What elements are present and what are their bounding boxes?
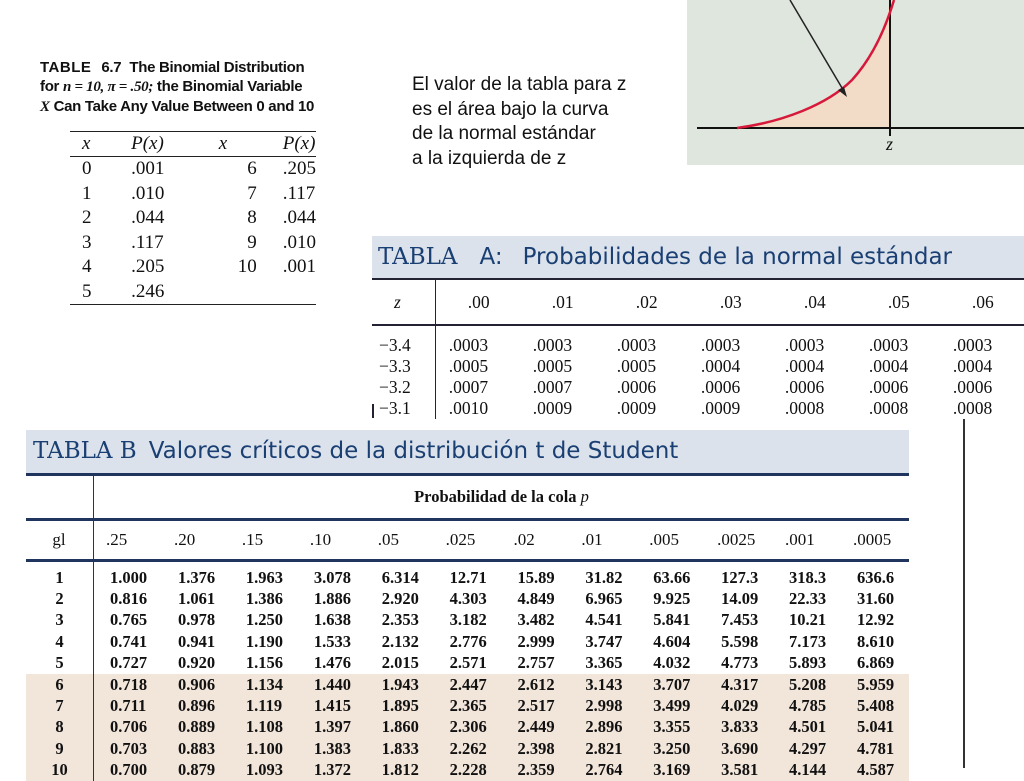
tabla-b-value-cell: 0.879 <box>162 760 230 781</box>
tabla-a-col-header: .02 <box>604 279 688 325</box>
probability-symbol: p <box>580 487 589 506</box>
tabla-b-title <box>26 430 909 476</box>
caption-title: The Binomial Distribution <box>129 59 305 76</box>
tabla-b-row <box>26 561 909 589</box>
tabla-b-gl-cell: 4 <box>26 631 94 652</box>
tabla-b-value-cell: 6.869 <box>856 653 895 673</box>
binomial-cell: .001 <box>131 158 165 180</box>
tabla-b-value-cell: 5.041 <box>841 717 909 738</box>
tabla-b-value-cell: 2.353 <box>381 610 419 630</box>
binomial-cell: .246 <box>119 280 207 305</box>
tabla-b-value-cell: 5.841 <box>653 610 691 630</box>
tabla-b-value-cell: 1.397 <box>298 717 366 738</box>
binomial-header-row <box>70 132 316 157</box>
tabla-a-row <box>372 377 1024 398</box>
tabla-a-value-cell: .0003 <box>952 335 993 355</box>
caption-number: 6.7 <box>101 59 122 76</box>
tabla-b-value-cell: 14.09 <box>721 589 759 609</box>
tabla-a-col-header: .01 <box>520 279 604 325</box>
caption-line2-eq: n = 10, π = .50; <box>62 79 154 95</box>
binomial-cell: 9 <box>247 231 257 253</box>
tabla-b-gl-cell: 8 <box>26 717 94 738</box>
tabla-a-col-header: .06 <box>940 279 1024 325</box>
tabla-b-value-cell: 2.365 <box>434 695 502 716</box>
tabla-b-col-header: .005 <box>637 520 705 561</box>
tabla-b-value-cell: 5.893 <box>789 653 827 673</box>
tabla-b-value-cell: 1.383 <box>298 738 366 759</box>
tabla-b-value-cell: 4.785 <box>773 695 841 716</box>
tabla-b-value-cell: 4.297 <box>773 738 841 759</box>
tabla-a-z-cell: −3.3 <box>372 356 435 377</box>
tabla-b-value-cell: 1.372 <box>298 760 366 781</box>
tabla-b <box>26 430 909 781</box>
binomial-row <box>70 255 316 280</box>
tabla-b-value-cell: 2.896 <box>569 717 637 738</box>
tabla-b-gl-cell: 1 <box>26 561 94 589</box>
tabla-b-value-cell: 2.132 <box>381 631 419 651</box>
probability-header-row <box>26 476 909 520</box>
tabla-b-value-cell: 3.078 <box>313 567 351 587</box>
tabla-a-value-cell: .0006 <box>784 377 825 397</box>
tabla-b-value-cell: 1.100 <box>230 738 298 759</box>
caption-line3-var: X <box>40 99 50 115</box>
binomial-row <box>70 182 316 207</box>
binomial-cell: 4 <box>82 256 92 278</box>
binomial-cell: 1 <box>82 182 92 204</box>
tabla-b-col-header: .01 <box>569 520 637 561</box>
tabla-a-value-cell: .0007 <box>448 377 489 397</box>
tabla-b-value-cell: 2.306 <box>434 717 502 738</box>
tabla-b-value-cell: 2.571 <box>449 653 487 673</box>
tabla-b-value-cell: 63.66 <box>653 567 691 587</box>
tabla-b-value-cell: 2.999 <box>517 631 555 651</box>
tabla-b-value-cell: 0.920 <box>178 653 216 673</box>
tabla-a-col-header: .05 <box>856 279 940 325</box>
tabla-b-value-cell: 4.032 <box>653 653 691 673</box>
tabla-b-value-cell: 636.6 <box>856 567 895 587</box>
tabla-b-value-cell: 9.925 <box>653 589 691 609</box>
note-line: El valor de la tabla para z <box>412 74 627 95</box>
tabla-b-value-cell: 1.440 <box>298 674 366 695</box>
tabla-a-value-cell: .0004 <box>868 356 909 376</box>
tabla-b-value-cell: 2.612 <box>501 674 569 695</box>
tabla-b-row <box>26 760 909 781</box>
tabla-b-gl-cell: 10 <box>26 760 94 781</box>
tabla-b-value-cell: 3.250 <box>637 738 705 759</box>
tabla-a-value-cell: .0004 <box>784 356 825 376</box>
tabla-b-value-cell: 31.60 <box>856 589 895 609</box>
tabla-b-value-cell: 0.741 <box>110 631 148 651</box>
tabla-b-value-cell: 1.943 <box>366 674 434 695</box>
tabla-a-value-cell: .0006 <box>616 377 657 397</box>
tabla-b-gl-cell: 3 <box>26 610 94 631</box>
tabla-b-value-cell: 1.886 <box>313 589 351 609</box>
header-px: P(x) <box>271 132 316 157</box>
binomial-cell: .010 <box>282 231 316 253</box>
tabla-b-value-cell: 1.386 <box>245 589 284 609</box>
tabla-a-value-cell: .0005 <box>448 356 489 376</box>
tabla-b-value-cell: 0.896 <box>162 695 230 716</box>
tabla-a-value-cell: .0005 <box>532 356 573 376</box>
tabla-b-value-cell: 3.747 <box>585 631 623 651</box>
tabla-b-value-cell: 1.119 <box>230 695 298 716</box>
caption-tag: TABLE <box>40 59 92 76</box>
tabla-b-value-cell: 2.449 <box>501 717 569 738</box>
tabla-b-row <box>26 588 909 609</box>
binomial-caption <box>40 58 360 117</box>
tabla-a-table <box>372 278 1024 419</box>
tabla-b-col-header: .0005 <box>841 520 909 561</box>
tabla-b-gl-cell: 5 <box>26 653 94 674</box>
binomial-row <box>70 280 316 305</box>
tabla-b-value-cell: 6.314 <box>381 567 419 587</box>
normal-table-note <box>412 73 682 171</box>
tabla-b-value-cell: 4.773 <box>721 653 759 673</box>
tabla-b-col-header: .05 <box>366 520 434 561</box>
tabla-a-value-cell: .0003 <box>700 335 741 355</box>
tabla-a-value-cell: .0006 <box>700 377 741 397</box>
tabla-b-value-cell: 1.963 <box>245 567 284 587</box>
binomial-row <box>70 231 316 256</box>
tabla-b-value-cell: 3.143 <box>569 674 637 695</box>
tabla-b-value-cell: 4.541 <box>585 610 623 630</box>
tabla-b-value-cell: 3.833 <box>705 717 773 738</box>
tabla-b-value-cell: 3.707 <box>637 674 705 695</box>
z-label: z <box>886 134 894 154</box>
tabla-a-value-cell: .0003 <box>784 335 825 355</box>
tabla-b-value-cell: 22.33 <box>789 589 827 609</box>
tabla-b-value-cell: 4.587 <box>841 760 909 781</box>
tabla-b-table <box>26 476 909 781</box>
tabla-b-value-cell: 2.517 <box>501 695 569 716</box>
binomial-cell <box>271 280 316 305</box>
binomial-cell: 6 <box>247 158 257 180</box>
tabla-b-value-cell: 2.447 <box>434 674 502 695</box>
tabla-a-value-cell: .0006 <box>868 377 909 397</box>
binomial-cell: 10 <box>237 256 257 278</box>
tabla-a-col-header: .03 <box>688 279 772 325</box>
binomial-cell: 3 <box>82 231 92 253</box>
tabla-b-value-cell: 1.833 <box>366 738 434 759</box>
header-px: P(x) <box>119 132 207 157</box>
tabla-b-value-cell: 5.208 <box>773 674 841 695</box>
tabla-b-value-cell: 2.262 <box>434 738 502 759</box>
tabla-b-value-cell: 0.706 <box>94 717 163 738</box>
tabla-b-value-cell: 2.757 <box>517 653 555 673</box>
binomial-cell: .117 <box>282 182 316 204</box>
normal-curve-svg <box>687 0 1024 165</box>
tabla-a-z-cell: −3.4 <box>372 325 435 356</box>
tabla-a-letter: A: <box>479 244 503 270</box>
binomial-cell: .001 <box>282 256 316 278</box>
tabla-b-col-header: .20 <box>162 520 230 561</box>
tabla-a-value-cell: .0008 <box>952 398 993 418</box>
tabla-b-value-cell: 1.134 <box>230 674 298 695</box>
tabla-a-divider <box>372 404 374 418</box>
tabla-b-column-header-row <box>26 520 909 561</box>
tabla-b-value-cell: 0.703 <box>94 738 163 759</box>
tabla-b-value-cell: 2.764 <box>569 760 637 781</box>
tabla-b-gl-cell: 2 <box>26 588 94 609</box>
tabla-b-value-cell: 1.108 <box>230 717 298 738</box>
binomial-cell: .044 <box>131 207 165 229</box>
gl-column-header: gl <box>26 520 94 561</box>
tabla-a-value-cell: .0004 <box>700 356 741 376</box>
tabla-b-value-cell: 127.3 <box>721 567 759 587</box>
tabla-b-col-header: .10 <box>298 520 366 561</box>
tabla-b-value-cell: 1.190 <box>245 631 284 651</box>
binomial-row <box>70 206 316 231</box>
tabla-b-value-cell: 3.581 <box>705 760 773 781</box>
right-divider-line <box>963 419 965 768</box>
tabla-b-col-header: .02 <box>501 520 569 561</box>
binomial-cell: .010 <box>131 182 165 204</box>
binomial-table-block <box>40 58 360 302</box>
binomial-cell: .205 <box>131 256 165 278</box>
tabla-a-value-cell: .0007 <box>532 377 573 397</box>
binomial-table <box>70 131 316 305</box>
probability-header-text: Probabilidad de la cola <box>414 487 577 506</box>
tabla-b-value-cell: 0.906 <box>162 674 230 695</box>
tabla-b-value-cell: 2.776 <box>449 631 487 651</box>
tabla-b-value-cell: 2.998 <box>569 695 637 716</box>
tabla-b-value-cell: 0.711 <box>94 695 163 716</box>
tabla-b-value-cell: 31.82 <box>585 567 623 587</box>
tabla-b-value-cell: 0.941 <box>178 631 216 651</box>
tabla-b-value-cell: 2.398 <box>501 738 569 759</box>
tabla-b-label: TABLA B <box>33 438 137 464</box>
binomial-cell: 7 <box>247 182 257 204</box>
tabla-a-value-cell: .0008 <box>868 398 909 418</box>
tabla-b-value-cell: 1.638 <box>313 610 351 630</box>
binomial-row <box>70 157 316 182</box>
tabla-b-col-header: .025 <box>434 520 502 561</box>
tabla-b-row <box>26 674 909 695</box>
probability-header <box>94 476 910 520</box>
tabla-b-value-cell: 0.889 <box>162 717 230 738</box>
tabla-b-value-cell: 4.849 <box>517 589 555 609</box>
tabla-a-value-cell: .0008 <box>784 398 825 418</box>
tabla-b-value-cell: 7.453 <box>721 610 759 630</box>
tabla-b-value-cell: 0.727 <box>110 653 148 673</box>
tabla-b-value-cell: 1.812 <box>366 760 434 781</box>
tabla-b-value-cell: 2.359 <box>501 760 569 781</box>
normal-curve-figure <box>687 0 1024 165</box>
caption-line3-post: Can Take Any Value Between 0 and 10 <box>49 98 315 115</box>
tabla-b-value-cell: 2.228 <box>434 760 502 781</box>
tabla-a-value-cell: .0003 <box>532 335 573 355</box>
tabla-b-value-cell: 1.000 <box>110 567 148 587</box>
tabla-a-label: TABLA <box>378 244 458 270</box>
tabla-b-value-cell: 1.533 <box>313 631 351 651</box>
tabla-b-value-cell: 10.21 <box>789 610 827 630</box>
tabla-b-value-cell: 1.476 <box>313 653 351 673</box>
tabla-b-value-cell: 5.408 <box>841 695 909 716</box>
tabla-b-value-cell: 5.959 <box>841 674 909 695</box>
tabla-a-value-cell: .0004 <box>952 356 993 376</box>
binomial-cell: 2 <box>82 207 92 229</box>
note-line: es el área bajo la curva <box>412 98 609 120</box>
tabla-b-col-header: .15 <box>230 520 298 561</box>
tabla-b-value-cell: 1.250 <box>245 610 284 630</box>
tabla-b-col-header: .001 <box>773 520 841 561</box>
tabla-b-row <box>26 695 909 716</box>
tabla-b-value-cell: 4.604 <box>653 631 691 651</box>
tabla-b-value-cell: 1.093 <box>230 760 298 781</box>
tabla-b-value-cell: 3.182 <box>449 610 487 630</box>
tabla-b-value-cell: 0.765 <box>110 610 148 630</box>
tabla-a <box>372 236 1024 419</box>
tabla-b-gl-cell: 7 <box>26 695 94 716</box>
tabla-b-value-cell: 3.482 <box>517 610 555 630</box>
tabla-b-value-cell: 6.965 <box>585 589 623 609</box>
tabla-b-value-cell: 1.895 <box>366 695 434 716</box>
tabla-a-row <box>372 398 1024 419</box>
tabla-b-value-cell: 2.920 <box>381 589 419 609</box>
tabla-b-value-cell: 0.718 <box>94 674 163 695</box>
tabla-a-value-cell: .0003 <box>448 335 489 355</box>
tabla-a-col-header: .04 <box>772 279 856 325</box>
tabla-a-value-cell: .0003 <box>868 335 909 355</box>
tabla-a-z-cell: −3.1 <box>372 398 435 419</box>
tabla-a-col-header: .00 <box>435 279 520 325</box>
tabla-a-value-cell: .0010 <box>448 398 489 418</box>
tabla-b-value-cell: 12.71 <box>449 567 487 587</box>
tabla-b-value-cell: 0.883 <box>162 738 230 759</box>
tabla-b-row <box>26 610 909 631</box>
tabla-b-value-cell: 1.061 <box>178 589 216 609</box>
tabla-b-value-cell: 4.501 <box>773 717 841 738</box>
tabla-b-row <box>26 653 909 674</box>
caption-line2-post: the Binomial Variable <box>153 78 303 95</box>
tabla-b-value-cell: 0.700 <box>94 760 163 781</box>
tabla-b-gl-cell: 6 <box>26 674 94 695</box>
tabla-b-value-cell: 1.415 <box>298 695 366 716</box>
tabla-b-value-cell: 7.173 <box>789 631 827 651</box>
tabla-b-value-cell: 2.015 <box>381 653 419 673</box>
tabla-b-value-cell: 4.317 <box>705 674 773 695</box>
tabla-b-value-cell: 4.781 <box>841 738 909 759</box>
tabla-b-value-cell: 3.169 <box>637 760 705 781</box>
tabla-a-value-cell: .0006 <box>952 377 993 397</box>
tabla-b-value-cell: 3.365 <box>585 653 623 673</box>
tabla-a-z-cell: −3.2 <box>372 377 435 398</box>
binomial-cell <box>207 280 271 305</box>
binomial-cell: 5 <box>70 280 119 305</box>
tabla-b-value-cell: 1.376 <box>178 567 216 587</box>
tabla-b-row <box>26 738 909 759</box>
tabla-b-value-cell: 0.816 <box>110 589 148 609</box>
binomial-cell: .205 <box>282 158 316 180</box>
binomial-cell: .044 <box>282 207 316 229</box>
tabla-b-title-text: Valores críticos de la distribución t de Student <box>148 438 679 464</box>
tabla-b-value-cell: 4.144 <box>773 760 841 781</box>
tabla-b-value-cell: 3.355 <box>637 717 705 738</box>
tabla-b-row <box>26 631 909 652</box>
tabla-a-value-cell: .0003 <box>616 335 657 355</box>
tabla-b-value-cell: 3.499 <box>637 695 705 716</box>
note-line: a la izquierda de z <box>412 147 567 169</box>
tabla-b-value-cell: 4.303 <box>449 589 487 609</box>
caption-line2-pre: for <box>40 78 63 95</box>
tabla-b-value-cell: 5.598 <box>721 631 759 651</box>
tabla-b-value-cell: 4.029 <box>705 695 773 716</box>
tabla-a-title-text: Probabilidades de la normal estándar <box>522 244 952 270</box>
tabla-a-value-cell: .0009 <box>700 398 741 418</box>
tabla-a-row <box>372 325 1024 356</box>
tabla-b-value-cell: 0.978 <box>178 610 216 630</box>
tabla-b-col-header: .0025 <box>705 520 773 561</box>
arrow-line <box>790 0 845 93</box>
tabla-a-value-cell: .0009 <box>532 398 573 418</box>
blank-corner <box>26 476 94 520</box>
tabla-b-value-cell: 1.156 <box>245 653 284 673</box>
tabla-a-header-row <box>372 279 1024 325</box>
binomial-cell: 8 <box>247 207 257 229</box>
note-line: de la normal estándar <box>412 123 596 144</box>
binomial-cell: 0 <box>82 158 92 180</box>
tabla-b-row <box>26 717 909 738</box>
shaded-area <box>737 0 890 128</box>
tabla-a-value-cell: .0009 <box>616 398 657 418</box>
tabla-b-value-cell: 8.610 <box>856 631 895 651</box>
tabla-b-value-cell: 3.690 <box>705 738 773 759</box>
tabla-b-gl-cell: 9 <box>26 738 94 759</box>
header-x: x <box>70 132 119 157</box>
z-column-header: z <box>372 279 435 325</box>
tabla-b-value-cell: 15.89 <box>517 567 555 587</box>
tabla-a-title <box>372 236 1024 278</box>
tabla-b-col-header: .25 <box>94 520 163 561</box>
tabla-b-value-cell: 1.860 <box>366 717 434 738</box>
tabla-b-value-cell: 2.821 <box>569 738 637 759</box>
tabla-a-value-cell: .0005 <box>616 356 657 376</box>
tabla-a-row <box>372 356 1024 377</box>
binomial-cell: .117 <box>131 231 164 253</box>
tabla-b-value-cell: 318.3 <box>789 567 827 587</box>
tabla-b-value-cell: 12.92 <box>856 610 895 630</box>
header-x: x <box>207 132 271 157</box>
